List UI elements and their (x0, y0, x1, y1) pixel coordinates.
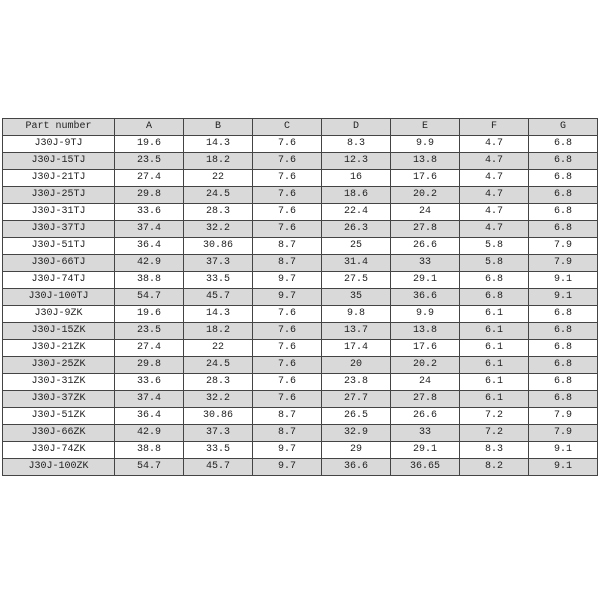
g-cell: 7.9 (529, 238, 598, 255)
e-cell: 9.9 (391, 136, 460, 153)
e-cell: 20.2 (391, 187, 460, 204)
a-cell: 42.9 (115, 425, 184, 442)
table-row (3, 357, 598, 374)
e-cell: 27.8 (391, 221, 460, 238)
d-cell: 25 (322, 238, 391, 255)
c-cell: 7.6 (253, 136, 322, 153)
f-cell: 5.8 (460, 238, 529, 255)
c-cell: 7.6 (253, 306, 322, 323)
a-cell: 23.5 (115, 323, 184, 340)
d-cell: 27.5 (322, 272, 391, 289)
d-cell: 32.9 (322, 425, 391, 442)
a-cell: 29.8 (115, 187, 184, 204)
a-cell: 19.6 (115, 306, 184, 323)
a-cell: 36.4 (115, 238, 184, 255)
g-cell: 9.1 (529, 289, 598, 306)
b-cell: 18.2 (184, 153, 253, 170)
f-cell: 8.2 (460, 459, 529, 476)
d-cell: 36.6 (322, 459, 391, 476)
g-cell: 7.9 (529, 408, 598, 425)
a-cell: 54.7 (115, 459, 184, 476)
part-number-cell: J30J-74TJ (3, 272, 115, 289)
f-cell: 7.2 (460, 408, 529, 425)
b-cell: 37.3 (184, 255, 253, 272)
a-cell: 54.7 (115, 289, 184, 306)
d-cell: 8.3 (322, 136, 391, 153)
c-cell: 7.6 (253, 187, 322, 204)
part-number-cell: J30J-15TJ (3, 153, 115, 170)
f-cell: 5.8 (460, 255, 529, 272)
a-cell: 19.6 (115, 136, 184, 153)
b-cell: 32.2 (184, 391, 253, 408)
g-cell: 6.8 (529, 357, 598, 374)
table-row (3, 187, 598, 204)
c-cell: 9.7 (253, 272, 322, 289)
a-cell: 38.8 (115, 442, 184, 459)
g-cell: 7.9 (529, 255, 598, 272)
part-number-cell: J30J-31ZK (3, 374, 115, 391)
c-cell: 7.6 (253, 357, 322, 374)
c-cell: 8.7 (253, 238, 322, 255)
e-cell: 33 (391, 255, 460, 272)
c-cell: 9.7 (253, 289, 322, 306)
header-b: B (184, 119, 253, 136)
e-cell: 13.8 (391, 153, 460, 170)
header-f: F (460, 119, 529, 136)
g-cell: 6.8 (529, 323, 598, 340)
b-cell: 18.2 (184, 323, 253, 340)
g-cell: 9.1 (529, 459, 598, 476)
f-cell: 4.7 (460, 187, 529, 204)
c-cell: 7.6 (253, 204, 322, 221)
d-cell: 16 (322, 170, 391, 187)
table-body (3, 136, 598, 476)
d-cell: 12.3 (322, 153, 391, 170)
c-cell: 8.7 (253, 408, 322, 425)
d-cell: 26.5 (322, 408, 391, 425)
a-cell: 36.4 (115, 408, 184, 425)
c-cell: 8.7 (253, 425, 322, 442)
header-part-number: Part number (3, 119, 115, 136)
b-cell: 45.7 (184, 459, 253, 476)
c-cell: 8.7 (253, 255, 322, 272)
f-cell: 4.7 (460, 221, 529, 238)
d-cell: 35 (322, 289, 391, 306)
table-row (3, 442, 598, 459)
a-cell: 37.4 (115, 391, 184, 408)
b-cell: 28.3 (184, 204, 253, 221)
a-cell: 33.6 (115, 374, 184, 391)
table-row (3, 340, 598, 357)
c-cell: 7.6 (253, 221, 322, 238)
a-cell: 29.8 (115, 357, 184, 374)
f-cell: 8.3 (460, 442, 529, 459)
table-row (3, 289, 598, 306)
part-number-cell: J30J-37ZK (3, 391, 115, 408)
b-cell: 22 (184, 340, 253, 357)
a-cell: 23.5 (115, 153, 184, 170)
e-cell: 9.9 (391, 306, 460, 323)
table-row (3, 204, 598, 221)
c-cell: 7.6 (253, 374, 322, 391)
part-number-cell: J30J-100TJ (3, 289, 115, 306)
f-cell: 4.7 (460, 204, 529, 221)
a-cell: 42.9 (115, 255, 184, 272)
e-cell: 33 (391, 425, 460, 442)
table-row (3, 136, 598, 153)
b-cell: 30.86 (184, 408, 253, 425)
g-cell: 9.1 (529, 272, 598, 289)
b-cell: 37.3 (184, 425, 253, 442)
c-cell: 7.6 (253, 391, 322, 408)
a-cell: 38.8 (115, 272, 184, 289)
table-row (3, 255, 598, 272)
c-cell: 9.7 (253, 459, 322, 476)
g-cell: 6.8 (529, 221, 598, 238)
part-number-cell: J30J-74ZK (3, 442, 115, 459)
c-cell: 7.6 (253, 170, 322, 187)
f-cell: 7.2 (460, 425, 529, 442)
e-cell: 24 (391, 374, 460, 391)
part-number-cell: J30J-31TJ (3, 204, 115, 221)
b-cell: 22 (184, 170, 253, 187)
e-cell: 26.6 (391, 408, 460, 425)
e-cell: 17.6 (391, 170, 460, 187)
g-cell: 6.8 (529, 391, 598, 408)
b-cell: 30.86 (184, 238, 253, 255)
part-number-cell: J30J-66ZK (3, 425, 115, 442)
b-cell: 14.3 (184, 306, 253, 323)
table-row (3, 408, 598, 425)
c-cell: 9.7 (253, 442, 322, 459)
header-a: A (115, 119, 184, 136)
g-cell: 6.8 (529, 153, 598, 170)
e-cell: 27.8 (391, 391, 460, 408)
c-cell: 7.6 (253, 323, 322, 340)
table-row (3, 306, 598, 323)
e-cell: 20.2 (391, 357, 460, 374)
table-row (3, 391, 598, 408)
e-cell: 24 (391, 204, 460, 221)
d-cell: 31.4 (322, 255, 391, 272)
dimension-table (2, 118, 598, 476)
g-cell: 6.8 (529, 136, 598, 153)
table-row (3, 272, 598, 289)
e-cell: 13.8 (391, 323, 460, 340)
g-cell: 6.8 (529, 306, 598, 323)
g-cell: 6.8 (529, 340, 598, 357)
g-cell: 6.8 (529, 374, 598, 391)
header-g: G (529, 119, 598, 136)
table-row (3, 374, 598, 391)
f-cell: 4.7 (460, 153, 529, 170)
part-number-cell: J30J-9ZK (3, 306, 115, 323)
table-row (3, 425, 598, 442)
f-cell: 6.1 (460, 340, 529, 357)
d-cell: 22.4 (322, 204, 391, 221)
e-cell: 29.1 (391, 442, 460, 459)
d-cell: 27.7 (322, 391, 391, 408)
header-e: E (391, 119, 460, 136)
part-number-cell: J30J-21TJ (3, 170, 115, 187)
header-d: D (322, 119, 391, 136)
part-number-cell: J30J-25ZK (3, 357, 115, 374)
part-number-cell: J30J-25TJ (3, 187, 115, 204)
header-row (3, 119, 598, 136)
b-cell: 24.5 (184, 357, 253, 374)
f-cell: 6.1 (460, 357, 529, 374)
a-cell: 27.4 (115, 340, 184, 357)
b-cell: 24.5 (184, 187, 253, 204)
d-cell: 29 (322, 442, 391, 459)
b-cell: 33.5 (184, 442, 253, 459)
g-cell: 6.8 (529, 204, 598, 221)
part-number-cell: J30J-100ZK (3, 459, 115, 476)
f-cell: 6.1 (460, 323, 529, 340)
a-cell: 33.6 (115, 204, 184, 221)
d-cell: 26.3 (322, 221, 391, 238)
part-number-cell: J30J-51TJ (3, 238, 115, 255)
f-cell: 6.8 (460, 289, 529, 306)
b-cell: 32.2 (184, 221, 253, 238)
e-cell: 17.6 (391, 340, 460, 357)
part-number-cell: J30J-21ZK (3, 340, 115, 357)
table-row (3, 221, 598, 238)
f-cell: 6.1 (460, 306, 529, 323)
e-cell: 36.6 (391, 289, 460, 306)
part-number-cell: J30J-9TJ (3, 136, 115, 153)
d-cell: 23.8 (322, 374, 391, 391)
part-number-cell: J30J-66TJ (3, 255, 115, 272)
g-cell: 6.8 (529, 170, 598, 187)
b-cell: 28.3 (184, 374, 253, 391)
header-c: C (253, 119, 322, 136)
c-cell: 7.6 (253, 340, 322, 357)
d-cell: 20 (322, 357, 391, 374)
f-cell: 6.8 (460, 272, 529, 289)
a-cell: 37.4 (115, 221, 184, 238)
g-cell: 6.8 (529, 187, 598, 204)
table-row (3, 459, 598, 476)
c-cell: 7.6 (253, 153, 322, 170)
d-cell: 9.8 (322, 306, 391, 323)
table-row (3, 170, 598, 187)
e-cell: 36.65 (391, 459, 460, 476)
b-cell: 33.5 (184, 272, 253, 289)
table-header (3, 119, 598, 136)
g-cell: 7.9 (529, 425, 598, 442)
e-cell: 26.6 (391, 238, 460, 255)
table-row (3, 238, 598, 255)
f-cell: 4.7 (460, 136, 529, 153)
d-cell: 13.7 (322, 323, 391, 340)
table-row (3, 153, 598, 170)
table-row (3, 323, 598, 340)
g-cell: 9.1 (529, 442, 598, 459)
b-cell: 14.3 (184, 136, 253, 153)
part-number-cell: J30J-51ZK (3, 408, 115, 425)
e-cell: 29.1 (391, 272, 460, 289)
part-number-cell: J30J-15ZK (3, 323, 115, 340)
b-cell: 45.7 (184, 289, 253, 306)
f-cell: 4.7 (460, 170, 529, 187)
d-cell: 18.6 (322, 187, 391, 204)
f-cell: 6.1 (460, 391, 529, 408)
a-cell: 27.4 (115, 170, 184, 187)
f-cell: 6.1 (460, 374, 529, 391)
d-cell: 17.4 (322, 340, 391, 357)
part-number-cell: J30J-37TJ (3, 221, 115, 238)
